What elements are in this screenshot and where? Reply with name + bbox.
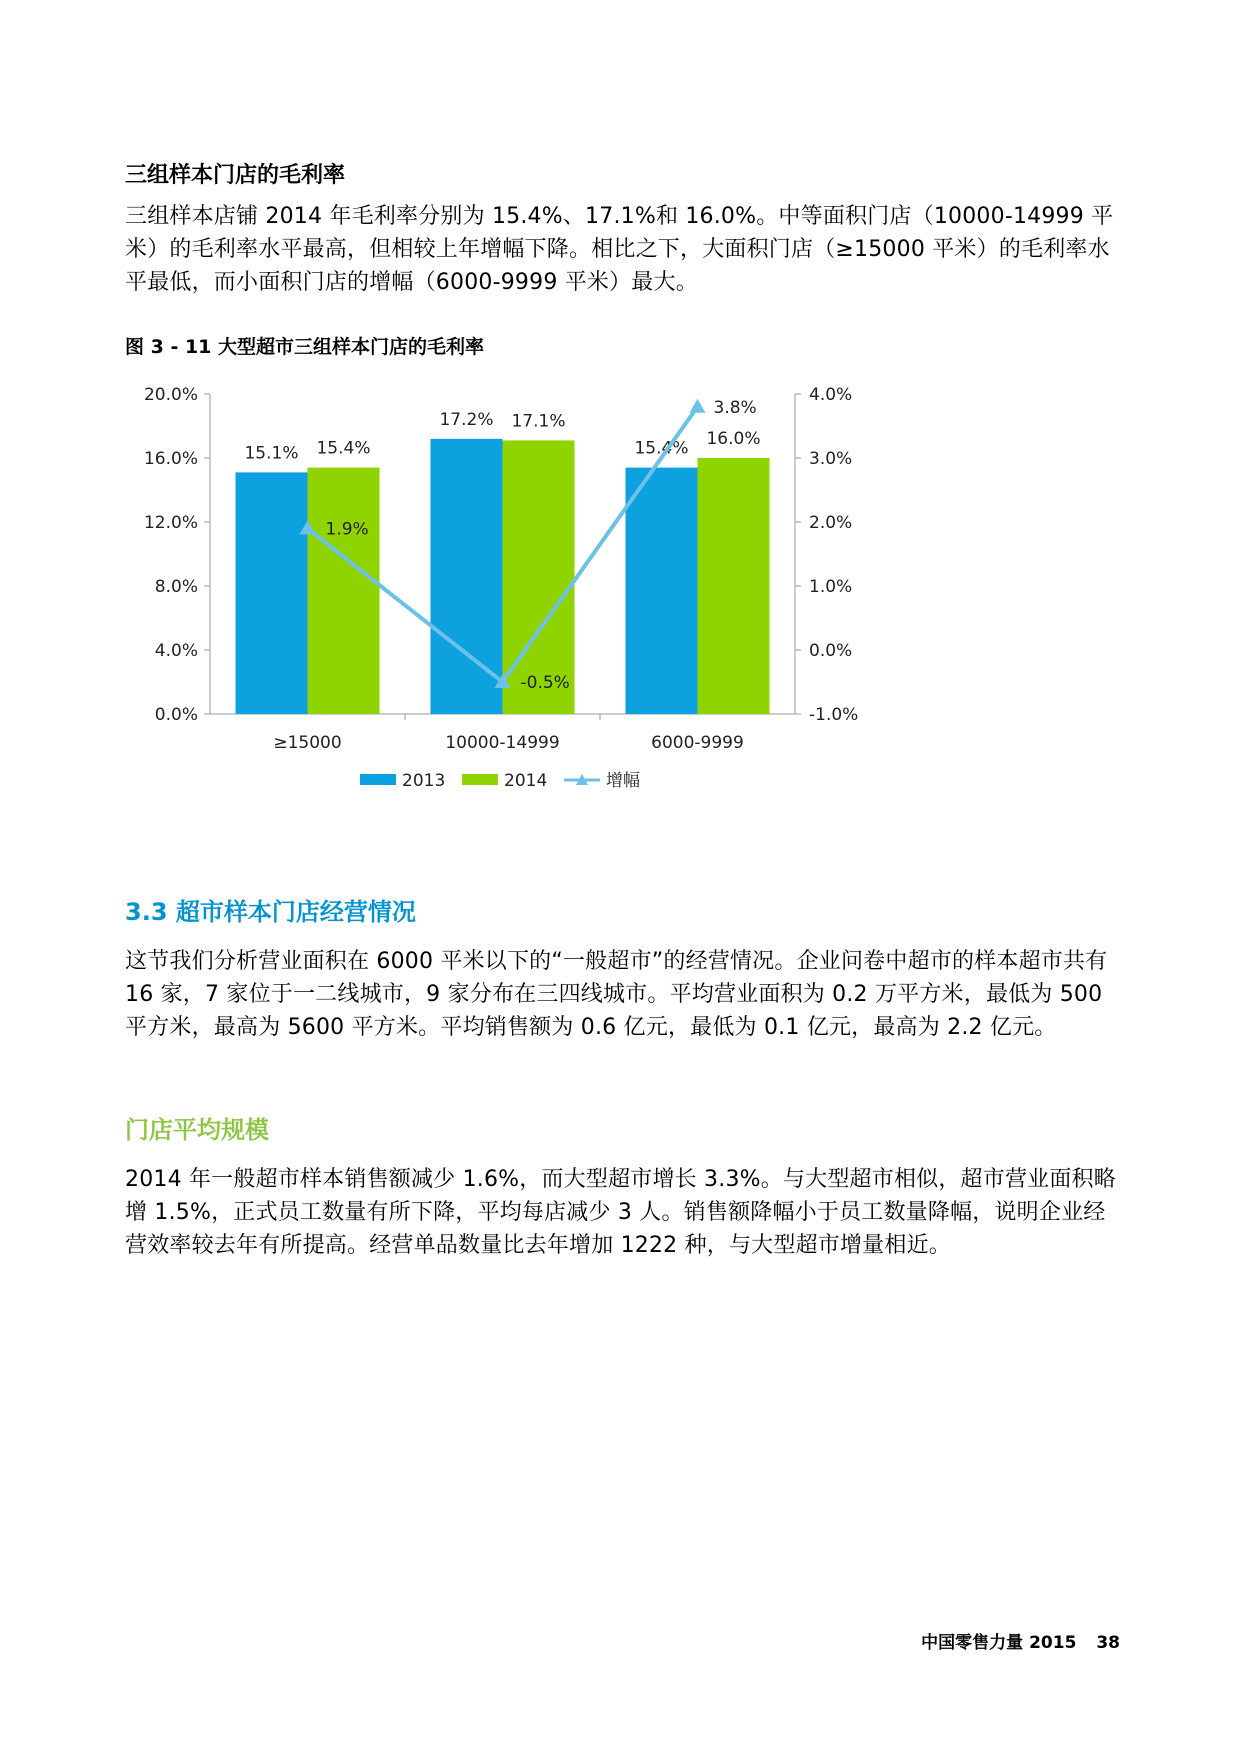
legend-swatch-2013 — [360, 774, 396, 785]
y-left-tick-label: 12.0% — [143, 513, 198, 533]
legend-label: 2013 — [402, 771, 446, 791]
y-left-tick-label: 20.0% — [143, 385, 198, 405]
section-heading-gross-margin: 三组样本门店的毛利率 — [125, 163, 346, 188]
bar-data-label: 17.2% — [439, 409, 494, 430]
page-footer — [907, 1628, 1120, 1653]
bar-2013 — [626, 468, 698, 714]
x-tick-label: 10000-14999 — [445, 733, 560, 753]
bar-data-label: 15.1% — [244, 443, 299, 464]
x-tick-label: ≥15000 — [273, 733, 342, 753]
y-right-tick-label: 4.0% — [809, 385, 853, 405]
bar-2014 — [698, 458, 770, 714]
y-left-tick-label: 4.0% — [154, 641, 198, 661]
bar-data-label: 15.4% — [634, 438, 689, 459]
bar-data-label: 17.1% — [511, 411, 566, 432]
bar-2013 — [236, 472, 308, 714]
y-left-tick-label: 16.0% — [143, 449, 198, 469]
legend-label: 2014 — [504, 771, 548, 791]
y-right-tick-label: -1.0% — [809, 705, 859, 725]
line-data-label: -0.5% — [520, 673, 570, 693]
subsection-heading-store-size: 门店平均规模 — [125, 1116, 269, 1144]
gross-margin-chart — [120, 380, 980, 820]
section-paragraph-gross-margin: 三组样本店铺 2014 年毛利率分别为 15.4%、17.1%和 16.0%。中等面积门店（10000-14999 平米）的毛利率水平最高，但相较上年增幅下降。相比之下，大面积门店（≥15000 平米）的毛利率水平最低，而小面积门店的增幅（6000-9999 平米）最大。 — [125, 204, 1114, 295]
section-heading-supermarket: 3.3 超市样本门店经营情况 — [125, 898, 416, 926]
bar-2014 — [308, 468, 380, 714]
y-right-tick-label: 1.0% — [809, 577, 853, 597]
line-data-label: 3.8% — [713, 397, 757, 418]
subsection-paragraph-store-size: 2014 年一般超市样本销售额减少 1.6%，而大型超市增长 3.3%。与大型超市相似，超市营业面积略增 1.5%，正式员工数量有所下降，平均每店减少 3 人。销售额降幅小于员工数量降幅，说明企业经营效率较去年有所提高。经营单品数量比去年增加 1222 种，与大型超市增量相近。 — [125, 1167, 1116, 1258]
y-right-tick-label: 0.0% — [809, 641, 853, 661]
footer-title: 中国零售力量 2015 — [921, 1633, 1077, 1653]
legend-swatch-2014 — [462, 774, 498, 785]
y-right-tick-label: 3.0% — [809, 449, 853, 469]
section-paragraph-supermarket: 这节我们分析营业面积在 6000 平米以下的“一般超市”的经营情况。企业问卷中超市的样本超市共有 16 家，7 家位于一二线城市，9 家分布在三四线城市。平均营业面积为 0.2 万平方米，最低为 500 平方米，最高为 5600 平方米。平均销售额为 0.6 亿元，最低为 0.1 亿元，最高为 2.2 亿元。 — [125, 949, 1108, 1040]
figure-title: 图 3 - 11 大型超市三组样本门店的毛利率 — [125, 336, 485, 358]
y-right-tick-label: 2.0% — [809, 513, 853, 533]
bar-data-label: 16.0% — [706, 429, 761, 449]
line-marker — [690, 399, 706, 413]
line-data-label: 1.9% — [325, 519, 369, 540]
page-number: 38 — [1096, 1633, 1120, 1653]
y-left-tick-label: 8.0% — [154, 577, 198, 597]
y-left-tick-label: 0.0% — [154, 705, 198, 725]
bar-data-label: 15.4% — [316, 438, 371, 459]
legend-label: 增幅 — [606, 771, 640, 791]
x-tick-label: 6000-9999 — [651, 733, 744, 753]
